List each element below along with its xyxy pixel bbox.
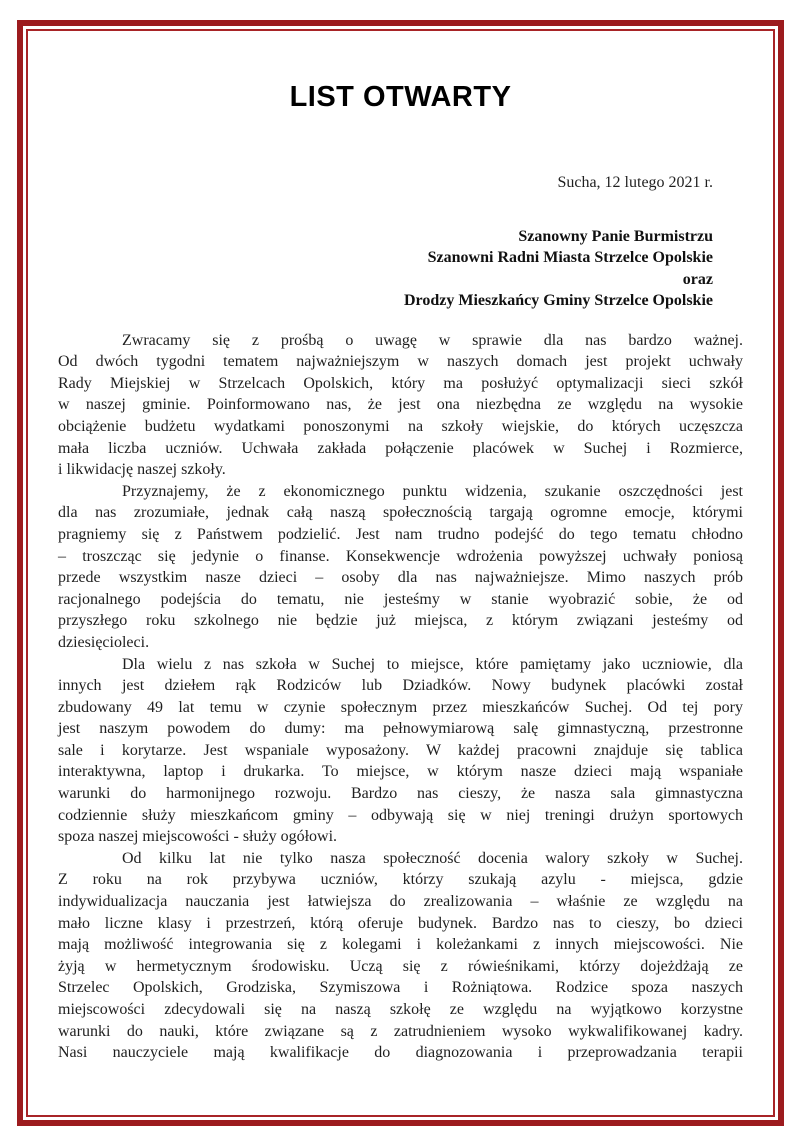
text-line: dla nas zrozumiałe, jednak całą naszą społecznością targają ogromne emocje, którymi (58, 504, 743, 522)
addressee-line: Szanowni Radni Miasta Strzelce Opolskie (427, 249, 713, 267)
text-line: Zwracamy się z prośbą o uwagę w sprawie dla nas bardzo ważnej. (122, 331, 743, 349)
paragraph (58, 848, 743, 1064)
paragraph (58, 481, 743, 654)
text-line: zbudowany 49 lat temu w czynie społecznym przez mieszkańców Suchej. Od tej pory (58, 698, 743, 716)
paragraph (58, 654, 743, 848)
letter-content (28, 31, 773, 1115)
text-line: Nasi nauczyciele mają kwalifikacje do diagnozowania i przeprowadzania terapii (58, 1044, 743, 1062)
text-line: mała liczba uczniów. Uchwała zakłada połączenie placówek w Suchej i Rozmierce, (58, 439, 743, 457)
text-line: jest naszym powodem do dumy: ma pełnowymiarową salę gimnastyczną, przestronne (58, 720, 743, 738)
text-line: interaktywna, laptop i drukarka. To miejsce, w którym nasze dzieci mają wspaniałe (58, 763, 743, 781)
text-line: Dla wielu z nas szkoła w Suchej to miejsce, które pamiętamy jako uczniowie, dla (122, 655, 743, 673)
text-line: żyją w hermetycznym środowisku. Uczą się z rówieśnikami, którzy dojeżdżają ze (58, 957, 743, 975)
text-line: indywidualizacja nauczania jest łatwiejsza do zrealizowania – właśnie ze względu na (58, 893, 743, 911)
page-title: LIST OTWARTY (289, 81, 512, 113)
text-line: Od kilku lat nie tylko nasza społeczność docenia walory szkoły w Suchej. (122, 849, 743, 867)
text-line: Z roku na rok przybywa uczniów, którzy szukają azylu - miejsca, gdzie (58, 871, 743, 889)
text-line: warunki do harmonijnego rozwoju. Bardzo nas cieszy, że nasza sala gimnastyczna (58, 785, 743, 803)
text-line: Przyznajemy, że z ekonomicznego punktu widzenia, szukanie oszczędności jest (122, 482, 743, 500)
text-line: pragniemy się z Państwem podzielić. Jest nam trudno podejść do tego tematu chłodno (58, 525, 743, 543)
addressee-block (58, 226, 743, 312)
text-line: innych jest dziełem rąk Rodziców lub Dziadków. Nowy budynek placówki został (58, 677, 743, 695)
text-line: w naszej gminie. Poinformowano nas, że jest ona niezbędna ze względu na wysokie (58, 396, 743, 414)
text-line: warunki do nauki, które związane są z zatrudnieniem wysoko wykwalifikowanej kadry. (58, 1022, 743, 1040)
text-line: mało liczne klasy i przestrzeń, którą oferuje budynek. Bardzo nas to cieszy, bo dzieci (58, 914, 743, 932)
text-line: sale i korytarze. Jest wspaniale wyposażony. W każdej pracowni znajduje się tablica (58, 741, 743, 759)
addressee-line: Szanowny Panie Burmistrzu (518, 227, 713, 245)
text-line: przede wszystkim nasze dzieci – osoby dla nas najważniejsze. Mimo naszych prób (58, 569, 743, 587)
decorative-border-outer (17, 20, 784, 1126)
decorative-border-inner (26, 29, 775, 1117)
text-line: dziesięcioleci. (58, 633, 150, 651)
text-line: mają możliwość integrowania się z kolegami i koleżankami z innych miejscowości. Nie (58, 936, 743, 954)
text-line: Od dwóch tygodni tematem najważniejszym w naszych domach jest projekt uchwały (58, 353, 743, 371)
paragraph (58, 330, 743, 481)
text-line: przyszłego roku szkolnego nie będzie już miejsca, z którym związani jesteśmy od (58, 612, 743, 630)
text-line: obciążenie budżetu wydatkami ponoszonymi na szkoły wiejskie, do których uczęszcza (58, 417, 743, 435)
text-line: miejscowości zdecydowali się na naszą szkołę ze względu na wyjątkowo korzystne (58, 1001, 743, 1018)
text-line: – troszcząc się jedynie o finanse. Konsekwencje wdrożenia powyższej uchwały poniosą (58, 547, 743, 565)
dateline: Sucha, 12 lutego 2021 r. (557, 174, 713, 191)
text-line: Strzelec Opolskich, Grodziska, Szymiszowa i Rożniątowa. Rodzice spoza naszych (58, 979, 743, 997)
addressee-line: Drodzy Mieszkańcy Gminy Strzelce Opolskie (404, 292, 713, 310)
text-line: i likwidację naszej szkoły. (58, 461, 226, 479)
text-line: racjonalnego podejścia do tematu, nie jesteśmy w stanie wyobrazić sobie, że od (58, 590, 743, 608)
text-line: spoza naszej miejscowości - służy ogółowi. (58, 828, 338, 846)
text-line: codziennie służy mieszkańcom gminy – odbywają się w niej treningi drużyn sportowych (58, 806, 743, 824)
text-line: Rady Miejskiej w Strzelcach Opolskich, który ma posłużyć optymalizacji sieci szkół (58, 374, 743, 392)
addressee-line: oraz (682, 270, 713, 288)
letter-body (58, 330, 743, 1064)
